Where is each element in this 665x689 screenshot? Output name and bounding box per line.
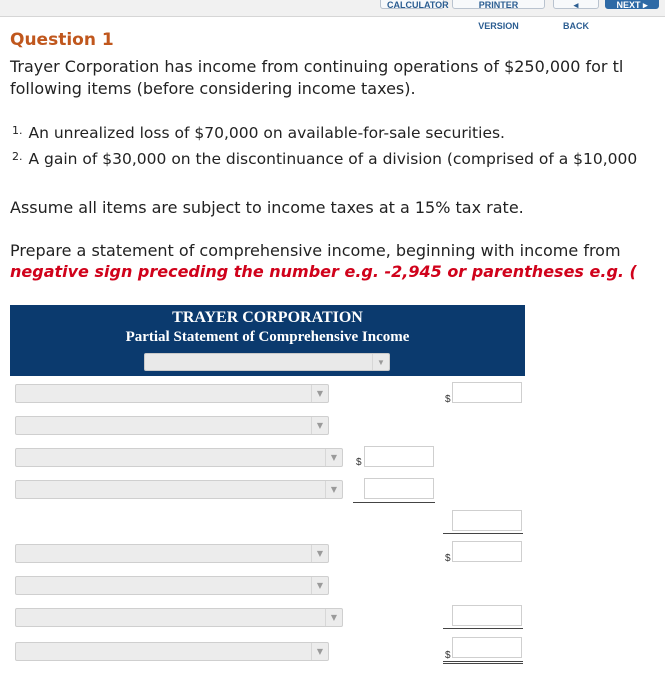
printer-version-button[interactable]: PRINTER VERSION — [452, 0, 545, 9]
account-select-1[interactable] — [15, 384, 329, 403]
subtotal-rule — [443, 628, 523, 629]
amount-input-right-5[interactable] — [452, 510, 522, 531]
chevron-down-icon: ▼ — [325, 481, 342, 498]
chevron-down-icon: ▼ — [311, 577, 328, 594]
currency-symbol: $ — [445, 650, 451, 661]
list-item-text: An unrealized loss of $70,000 on available-for-sale securities. — [28, 124, 505, 142]
question-intro-line2: following items (before considering income taxes). — [10, 79, 416, 98]
list-item-text: A gain of $30,000 on the discontinuance of a division (comprised of a $10,000 — [28, 150, 638, 168]
list-item-number: 1. — [12, 124, 23, 137]
question-intro-line1: Trayer Corporation has income from continuing operations of $250,000 for tl — [10, 57, 624, 76]
chevron-down-icon: ▼ — [311, 417, 328, 434]
top-toolbar — [0, 0, 665, 31]
amount-input-right-6[interactable] — [452, 541, 522, 562]
amount-input-left-3[interactable] — [364, 446, 434, 467]
currency-symbol: $ — [356, 457, 362, 468]
account-select-6[interactable] — [15, 544, 329, 563]
account-select-4[interactable] — [15, 480, 343, 499]
account-select-8[interactable] — [15, 608, 343, 627]
account-select-2[interactable] — [15, 416, 329, 435]
amount-input-right-9[interactable] — [452, 637, 522, 658]
account-select-3[interactable] — [15, 448, 343, 467]
calculator-button[interactable]: CALCULATOR — [380, 0, 444, 9]
tax-rate-note: Assume all items are subject to income taxes at a 15% tax rate. — [10, 198, 524, 217]
amount-input-right-1[interactable] — [452, 382, 522, 403]
period-select[interactable] — [144, 353, 390, 371]
instruction-text: Prepare a statement of comprehensive income, beginning with income from — [10, 241, 621, 260]
list-item — [12, 124, 505, 142]
chevron-down-icon: ▼ — [311, 385, 328, 402]
chevron-down-icon: ▼ — [325, 609, 342, 626]
currency-symbol: $ — [445, 394, 451, 405]
subtotal-rule — [353, 502, 435, 503]
account-select-9[interactable] — [15, 642, 329, 661]
question-title: Question 1 — [10, 30, 114, 50]
sign-format-note: negative sign preceding the number e.g. -2,945 or parentheses e.g. ( — [10, 262, 637, 281]
final-total-double-rule — [443, 661, 523, 664]
chevron-down-icon: ▼ — [311, 643, 328, 660]
company-name: TRAYER CORPORATION — [172, 309, 363, 326]
list-item-number: 2. — [12, 150, 23, 163]
amount-input-right-8[interactable] — [452, 605, 522, 626]
account-select-7[interactable] — [15, 576, 329, 595]
total-rule — [443, 533, 523, 534]
back-button[interactable]: ◂ BACK — [553, 0, 599, 9]
chevron-down-icon: ▼ — [311, 545, 328, 562]
list-item — [12, 150, 637, 168]
statement-header — [10, 305, 525, 376]
next-button[interactable]: NEXT ▸ — [605, 0, 659, 9]
statement-subtitle: Partial Statement of Comprehensive Income — [125, 329, 410, 345]
currency-symbol: $ — [445, 553, 451, 564]
amount-input-left-4[interactable] — [364, 478, 434, 499]
chevron-down-icon: ▼ — [325, 449, 342, 466]
chevron-down-icon: ▼ — [372, 354, 389, 370]
